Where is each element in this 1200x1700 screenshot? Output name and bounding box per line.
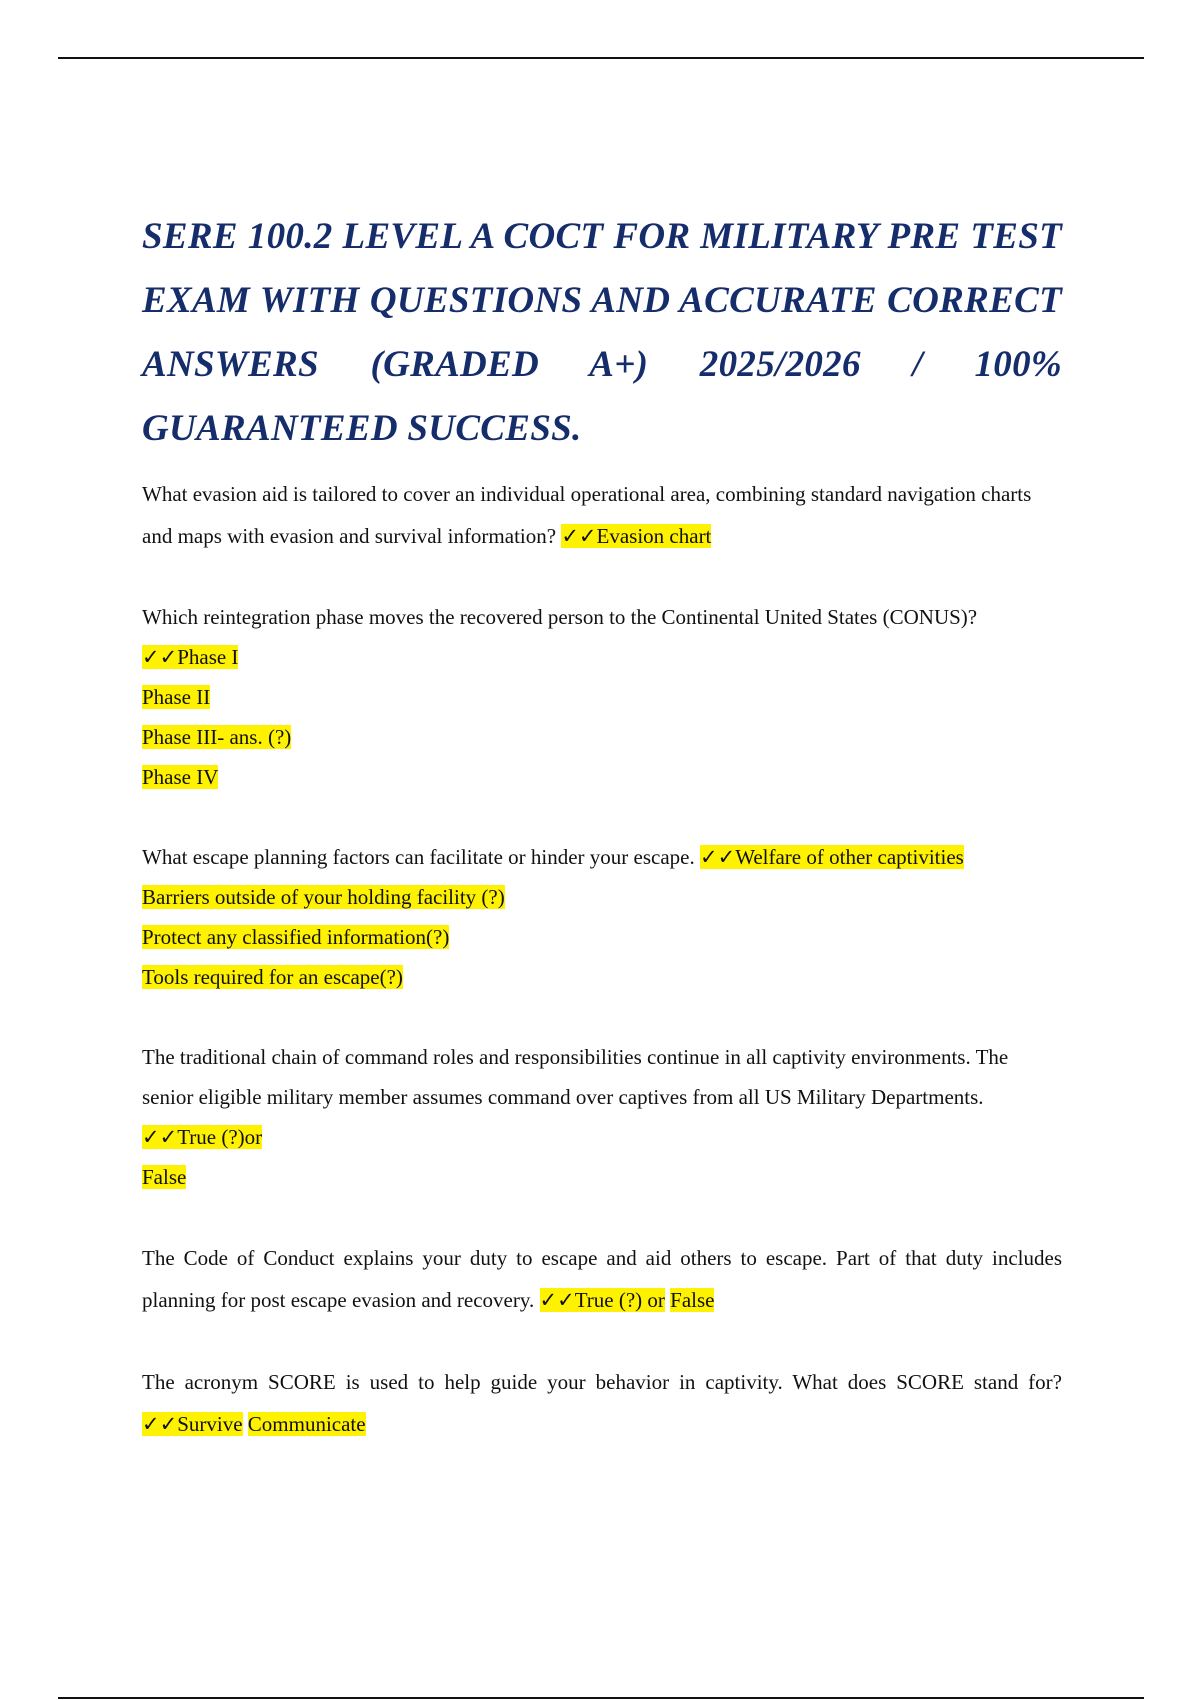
question-block-2 [142,597,1062,797]
answer-highlight: ✓✓True (?)or [142,1125,263,1149]
answer-option: Tools required for an escape(?) [142,965,403,989]
answer-highlight: ✓✓Phase I [142,645,239,669]
answer-highlight: ✓✓Survive [142,1412,243,1436]
question-block-4 [142,1037,1062,1197]
answer-option: Phase III- ans. (?) [142,725,292,749]
bottom-rule [58,1697,1144,1699]
question-text: What escape planning factors can facilitate or hinder your escape. [142,845,695,869]
answer-option: Protect any classified information(?) [142,925,450,949]
document-title: SERE 100.2 LEVEL A COCT FOR MILITARY PRE TEST EXAM WITH QUESTIONS AND ACCURATE CORRECT ANSWERS (GRADED A+) 2025/2026 / 100% GUARANTEED SUCCESS. [142,216,1062,449]
answer-highlight: ✓✓Evasion chart [561,524,712,548]
answer-option: False [142,1165,187,1189]
answer-option: Phase II [142,685,211,709]
top-rule [58,57,1144,59]
question-text: Which reintegration phase moves the recovered person to the Continental United States (CONUS)? [142,605,978,629]
question-text: What evasion aid is tailored to cover an individual operational area, combining standard navigation charts and maps with evasion and survival information? [142,482,1032,548]
answer-option: Barriers outside of your holding facility (?) [142,885,505,909]
answer-highlight-extra: Communicate [247,1412,366,1436]
question-block-1 [142,473,1062,557]
document-body [142,205,1062,1485]
question-block-3 [142,837,1062,997]
question-text: The acronym SCORE is used to help guide your behavior in captivity. What does SCORE stand for? [142,1370,1062,1394]
answer-highlight: ✓✓Welfare of other captivities [700,845,964,869]
answer-highlight-extra: False [670,1288,715,1312]
question-text: The traditional chain of command roles and responsibilities continue in all captivity environments. The senior eligible military member assumes command over captives from all US Military Departments. [142,1045,1009,1109]
question-block-5 [142,1237,1062,1321]
question-text: The Code of Conduct explains your duty to escape and aid others to escape. Part of that duty includes planning for post escape evasion and recovery. [142,1246,1062,1312]
answer-option: Phase IV [142,765,219,789]
answer-highlight: ✓✓True (?) or [539,1288,665,1312]
question-block-6 [142,1361,1062,1445]
